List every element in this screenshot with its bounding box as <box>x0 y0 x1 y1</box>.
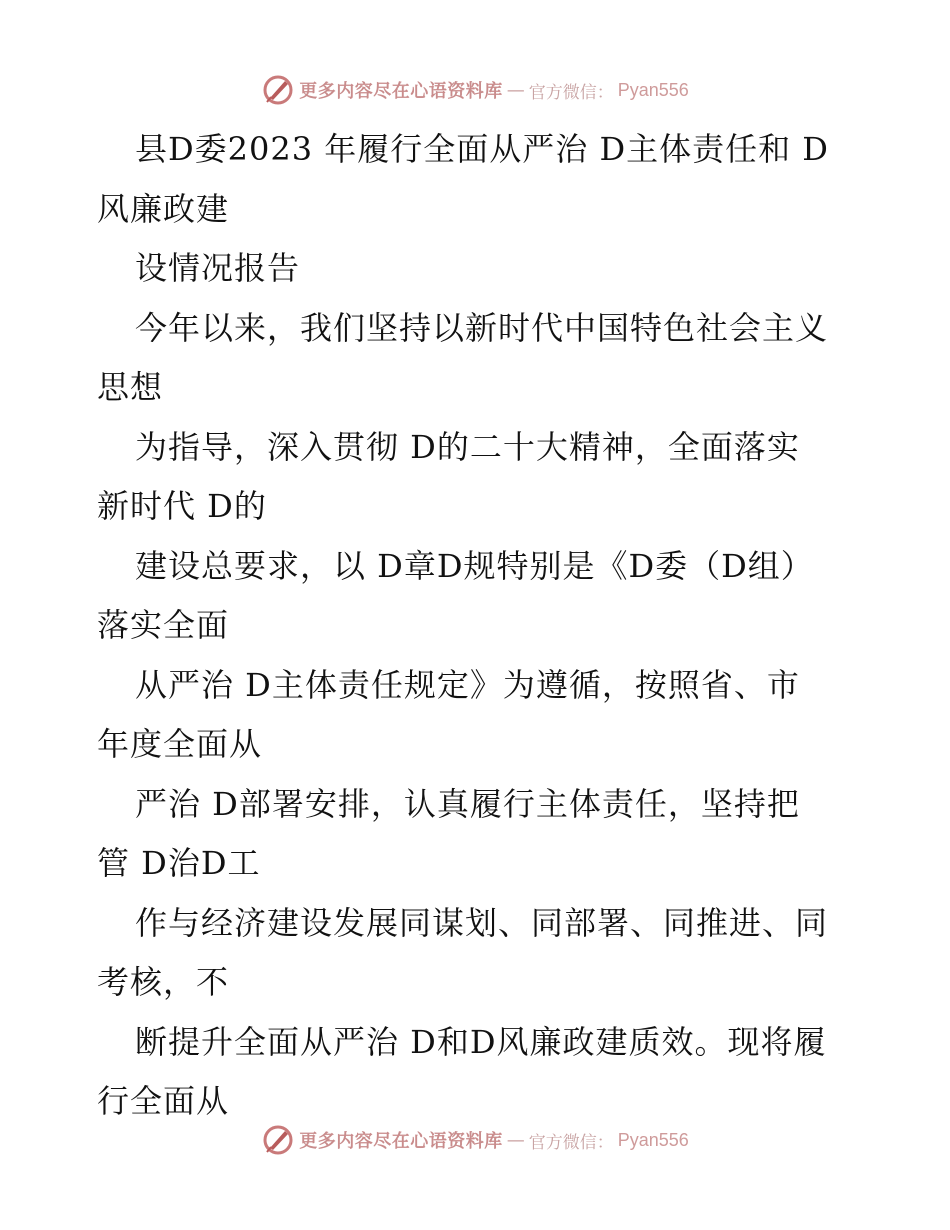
text-line: 从严治 D主体责任规定》为遵循，按照省、市 <box>135 665 800 704</box>
watermark-text: 更多内容尽在心语资料库 <box>299 81 503 102</box>
header-watermark <box>0 72 950 108</box>
text-line: 建设总要求，以 D章D规特别是《D委（D组） <box>135 546 814 585</box>
watermark-wechat-label: 官方微信： <box>528 1132 614 1153</box>
text-line: 年度全面从 <box>97 725 263 763</box>
text-line: 行全面从 <box>97 1082 230 1120</box>
quill-circle-logo-icon <box>261 1123 295 1157</box>
text-line: 县D委2023 年履行全面从严治 D主体责任和 D <box>135 130 829 168</box>
text-line: 思想 <box>97 368 164 406</box>
watermark-wechat-id: Pyan556 <box>617 79 689 100</box>
text-line: 设情况报告 <box>135 249 301 287</box>
document-body <box>97 120 867 1132</box>
text-line: 考核，不 <box>97 963 230 1001</box>
text-line: 今年以来，我们坚持以新时代中国特色社会主义 <box>135 308 829 347</box>
watermark-text: 更多内容尽在心语资料库 <box>299 1131 503 1152</box>
text-line: 落实全面 <box>97 606 230 644</box>
text-line: 为指导，深入贯彻 D的二十大精神，全面落实 <box>135 427 800 466</box>
text-line: 作与经济建设发展同谋划、同部署、同推进、同 <box>135 903 829 942</box>
text-line: 管 D治D工 <box>97 844 261 882</box>
watermark-wechat-id: Pyan556 <box>617 1129 689 1150</box>
watermark-wechat-label: 官方微信： <box>528 82 614 103</box>
text-line: 风廉政建 <box>97 189 230 228</box>
quill-circle-logo-icon <box>261 73 295 107</box>
text-line: 断提升全面从严治 D和D风廉政建质效。现将履 <box>135 1022 827 1061</box>
footer-watermark <box>0 1122 950 1158</box>
text-line: 严治 D部署安排，认真履行主体责任，坚持把 <box>135 784 800 823</box>
watermark-separator: — <box>506 1129 525 1151</box>
watermark-separator: — <box>506 79 525 101</box>
text-line: 新时代 D的 <box>97 487 267 525</box>
